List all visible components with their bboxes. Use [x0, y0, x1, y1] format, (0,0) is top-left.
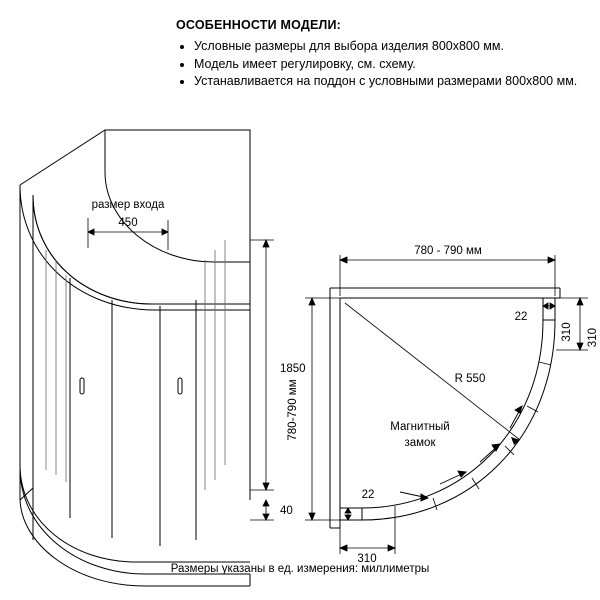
front-view-dimensions — [88, 218, 286, 520]
glass-hatching-left — [46, 250, 66, 482]
radius-label: R 550 — [454, 373, 486, 385]
magnetic-lock-line2: замок — [404, 437, 436, 449]
list-item: • Модель имеет регулировку, см. схему. — [194, 56, 588, 73]
list-item: • Условные размеры для выбора изделия 800х800 мм. — [194, 38, 588, 55]
features-block — [176, 18, 588, 91]
right-segment-310-a: 310 — [587, 328, 599, 348]
base-height-value: 40 — [280, 505, 293, 517]
door-handles — [80, 378, 182, 394]
profile-top-22: 22 — [514, 311, 528, 323]
technical-drawing — [0, 110, 600, 565]
top-height-label: 780-790 мм — [287, 379, 299, 441]
top-view-dimensions — [305, 255, 588, 554]
glass-hatching-right — [205, 240, 225, 490]
features-title: ОСОБЕННОСТИ МОДЕЛИ: — [176, 18, 341, 32]
footer-note: Размеры указаны в ед. измерения: миллиметры — [170, 563, 430, 575]
entry-label: размер входа — [91, 199, 165, 211]
right-segment-310-b: 310 — [561, 322, 573, 342]
top-width-label: 780 - 790 мм — [414, 245, 482, 257]
list-item: • Устанавливается на поддон с условными размерами 800х800 мм. — [194, 73, 588, 90]
magnetic-lock-line1: Магнитный — [390, 421, 450, 433]
profile-left-22: 22 — [361, 489, 375, 501]
entry-width-value: 450 — [118, 217, 138, 229]
bottom-segment-310: 310 — [357, 553, 377, 565]
features-list — [176, 38, 588, 90]
total-height-value: 1850 — [280, 363, 306, 375]
